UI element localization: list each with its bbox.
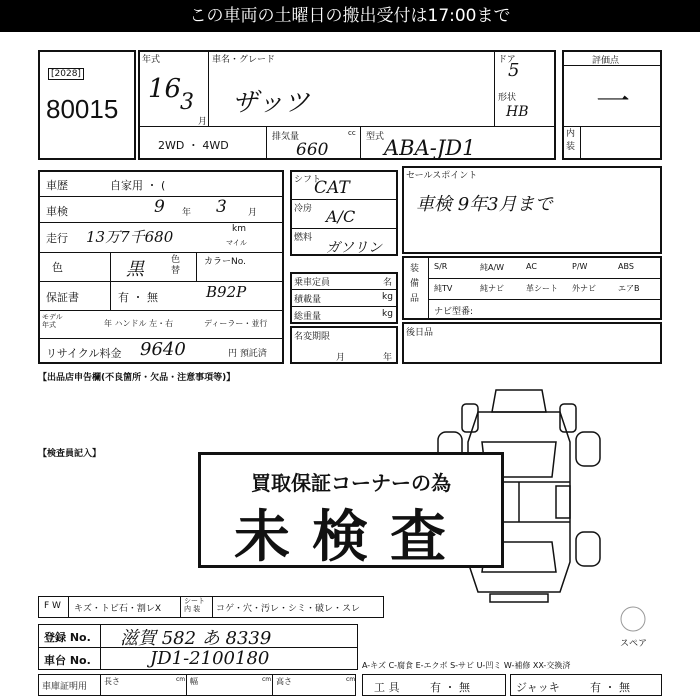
color-label: 色: [52, 261, 63, 274]
drive-label: 2WD ・ 4WD: [158, 139, 229, 152]
arrival-label: 後日品: [406, 328, 434, 338]
jack-label: ジャッキ: [516, 681, 560, 694]
mileage-km-unit: km: [232, 224, 246, 234]
warranty-options: 有 ・ 無: [118, 291, 158, 304]
cc-unit: cc: [348, 129, 356, 137]
inspection-month-unit: 月: [248, 208, 258, 218]
load-unit: kg: [382, 292, 393, 302]
damage-codes-legend: A-キズ C-腐食 E-エクボ S-サビ U-凹ミ W-補修 XX-交換済: [362, 661, 571, 670]
equipment-item: 革シート: [526, 284, 558, 293]
shift-label: シフト: [294, 175, 322, 185]
equipment-item: ABS: [618, 262, 634, 271]
aircon-label: 冷房: [294, 204, 313, 214]
cert-label: 車庫証明用: [42, 682, 88, 692]
aircon-value: A/C: [326, 207, 356, 226]
equipment-label: 装備品: [410, 264, 420, 304]
recycle-unit: 円 預託済: [228, 349, 267, 359]
history-label: 車歴: [46, 179, 68, 192]
unchecked-stamp: [198, 452, 504, 568]
color-no-label: カラーNo.: [204, 257, 246, 267]
mileage-label: 走行: [46, 232, 68, 245]
load-label: 積載量: [294, 295, 322, 305]
displacement-label: 排気量: [272, 132, 300, 142]
color-change-label: 色替: [171, 255, 181, 276]
stamp-title: 買取保証コーナーの為: [251, 471, 451, 495]
fuel-value: ガソリン: [326, 240, 382, 256]
history-options: 自家用 ・ (: [110, 179, 166, 192]
fw-label: F W: [44, 601, 61, 611]
lot-stamp: [2028]: [48, 68, 84, 80]
spare-label: スペア: [620, 639, 648, 649]
tools-options: 有 ・ 無: [430, 681, 470, 694]
equipment-item: エアB: [618, 284, 640, 293]
spare-tire-icon: [618, 604, 648, 634]
inspector-notes-label: 【検査員記入】: [38, 449, 102, 459]
dealer-label: ディーラー・並行: [204, 319, 268, 328]
car-name-value: ザッツ: [232, 88, 310, 118]
mileage-mile-unit: マイル: [226, 239, 247, 247]
rating-label: 評価点: [592, 56, 620, 66]
equipment-item: 外ナビ: [572, 284, 596, 293]
nav-model-label: ナビ型番:: [434, 307, 474, 317]
equipment-item: S/R: [434, 262, 448, 271]
equipment-item: P/W: [572, 262, 588, 271]
total-weight-unit: kg: [382, 309, 393, 319]
recycle-label: リサイクル料金: [46, 347, 122, 360]
length-label: 長さ: [104, 677, 120, 686]
length-unit: cm: [176, 676, 186, 683]
warranty-label: 保証書: [46, 291, 79, 304]
jack-options: 有 ・ 無: [590, 681, 630, 694]
name-change-day: 年: [383, 353, 393, 363]
fuel-label: 燃料: [294, 233, 313, 243]
displacement-value: 660: [296, 140, 329, 160]
handle-label: 年 ハンドル 左・右: [104, 319, 174, 328]
equipment-item: 純A/W: [480, 263, 505, 272]
chassis-value: JD1-2100180: [150, 648, 270, 669]
car-name-label: 車名・グレード: [212, 55, 276, 65]
door-value: 5: [508, 60, 520, 81]
height-label: 高さ: [276, 677, 292, 686]
inspection-year: 9: [154, 197, 165, 217]
lot-number-box: [38, 50, 136, 160]
total-weight-label: 総重量: [294, 312, 322, 322]
rating-value: 一: [596, 82, 630, 122]
model-type-label: 型式: [366, 132, 385, 142]
model-type-value: ABA-JD1: [384, 136, 476, 160]
seat-int-label: シート 内 装: [184, 597, 205, 613]
chassis-label: 車台 No.: [44, 654, 91, 667]
name-change-month: 月: [336, 353, 346, 363]
arrival-box: [402, 322, 662, 364]
year-label: 年式: [142, 55, 161, 65]
stamp-main: 未検査: [234, 505, 468, 570]
seller-notes-label: 【出品店申告欄(不良箇所・欠品・注意事項等)】: [38, 373, 236, 383]
tools-label: 工 具: [374, 681, 400, 694]
body-shape-label: 形状: [498, 93, 517, 103]
width-label: 幅: [190, 677, 198, 686]
color-value: 黒: [126, 259, 144, 280]
door-label: ドア: [498, 55, 516, 65]
lot-number: 80015: [46, 94, 119, 124]
sales-point-label: セールスポイント: [406, 171, 478, 181]
fw-desc: キズ・トビ石・割レX: [74, 604, 161, 614]
month-value: 3: [180, 90, 194, 115]
capacity-label: 乗車定員: [294, 278, 331, 288]
inspection-year-unit: 年: [182, 208, 192, 218]
shift-value: CAT: [314, 178, 350, 198]
equipment-item: 純TV: [434, 284, 453, 293]
model-year-label: モデル年式: [42, 313, 63, 329]
inspection-label: 車検: [46, 205, 68, 218]
saturday-notice-banner: この車両の土曜日の搬出受付は17:00まで: [0, 0, 700, 32]
capacity-unit: 名: [383, 278, 393, 288]
equipment-item: 純ナビ: [480, 284, 504, 293]
inspection-month: 3: [216, 197, 227, 217]
sales-point-value: 車検 9年3月まで: [416, 194, 553, 215]
name-change-label: 名変期限: [294, 332, 331, 342]
recycle-fee-value: 9640: [140, 339, 186, 360]
seat-desc: コゲ・穴・汚レ・シミ・破レ・スレ: [216, 604, 361, 614]
equipment-item: AC: [526, 262, 537, 271]
height-unit: cm: [346, 676, 356, 683]
color-no-value: B92P: [206, 283, 247, 301]
registration-label: 登録 No.: [44, 631, 91, 644]
width-unit: cm: [262, 676, 272, 683]
year-value: 16: [148, 74, 182, 104]
registration-value: 滋賀 582 あ 8339: [120, 628, 272, 649]
month-unit: 月: [198, 117, 208, 127]
mileage-value: 13万7千680: [86, 228, 174, 246]
interior-label: 内装: [566, 129, 576, 152]
body-shape-value: HB: [506, 104, 529, 120]
